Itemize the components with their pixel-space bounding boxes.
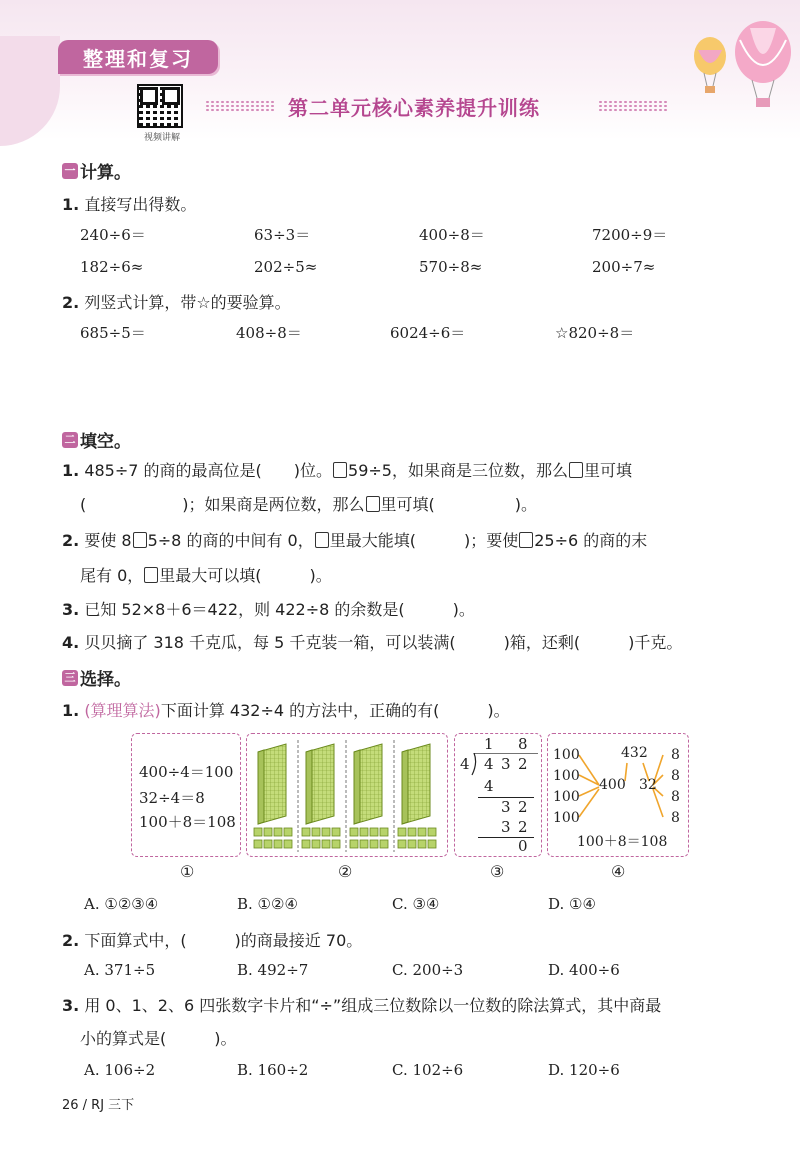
answer-box[interactable] [133, 532, 147, 548]
answer-box[interactable] [519, 532, 533, 548]
calc-item: ☆820÷8＝ [555, 324, 635, 342]
option-d[interactable]: D. ①④ [548, 895, 596, 913]
section-choice-heading [62, 665, 131, 690]
option-d[interactable]: D. 400÷6 [548, 961, 620, 979]
calc-item: 63÷3＝ [254, 226, 311, 244]
long-division: 1 8 4 4 3 2 4 3 2 3 2 0 [454, 733, 542, 857]
calc-item: 570÷8≈ [419, 258, 483, 276]
section-badge: 一 [62, 163, 78, 179]
option-c[interactable]: C. ③④ [392, 895, 440, 913]
method-1-line: 32÷4＝8 [139, 789, 205, 807]
method-1-line: 400÷4＝100 [139, 763, 234, 781]
question-3-3-line1: 3. 用 0、1、2、6 四张数字卡片和“÷”组成三位数除以一位数的除法算式，其中商最 [62, 996, 662, 1015]
calc-item: 182÷6≈ [80, 258, 144, 276]
balloon-large-icon [730, 20, 796, 110]
question-2-2-line2: 尾有 0， 里最大可以填( )。 [80, 566, 332, 585]
hundred-block [402, 744, 430, 824]
answer-box[interactable] [569, 462, 583, 478]
question-2-2-line1: 2. 要使 8 5÷8 的商的中间有 0， 里最大能填( )；要使 25÷6 的商的末 [62, 531, 648, 550]
option-b[interactable]: B. 492÷7 [237, 961, 309, 979]
answer-box[interactable] [333, 462, 347, 478]
option-a[interactable]: A. 106÷2 [84, 1061, 156, 1079]
question-2-4: 4. 贝贝摘了 318 千克瓜，每 5 千克装一箱，可以装满( )箱，还剩( )千克。 [62, 633, 683, 652]
section-fill-heading [62, 427, 131, 452]
answer-box[interactable] [144, 567, 158, 583]
section-title: 选择。 [80, 670, 131, 690]
calc-item: 408÷8＝ [236, 324, 302, 342]
page-footer: 26 / RJ 三下 [62, 1098, 135, 1113]
hundred-block [354, 744, 382, 824]
option-b[interactable]: B. ①②④ [237, 895, 298, 913]
calc-item: 240÷6＝ [80, 226, 146, 244]
option-a[interactable]: A. 371÷5 [84, 961, 156, 979]
calc-item: 685÷5＝ [80, 324, 146, 342]
question-3-3-line2: 小的算式是( )。 [80, 1029, 237, 1048]
section-compute-heading [62, 158, 131, 183]
answer-box[interactable] [315, 532, 329, 548]
calc-item: 200÷7≈ [592, 258, 656, 276]
hundred-block [306, 744, 334, 824]
calc-item: 6024÷6＝ [390, 324, 466, 342]
method-label: ③ [490, 862, 505, 881]
balloon-icon [690, 36, 730, 96]
base-ten-blocks [250, 738, 446, 854]
section-title: 计算。 [80, 163, 131, 183]
method-label: ④ [611, 862, 626, 881]
section-tab-title: 整理和复习 [58, 40, 218, 74]
section-title: 填空。 [80, 432, 131, 452]
section-badge: 二 [62, 432, 78, 448]
answer-box[interactable] [366, 496, 380, 512]
question-2-1-line1: 1. 485÷7 的商的最高位是( )位。 59÷5，如果商是三位数，那么 里可填 [62, 461, 632, 480]
option-a[interactable]: A. ①②③④ [84, 895, 159, 913]
section-badge: 三 [62, 670, 78, 686]
unit-title: 第二单元核心素养提升训练 [288, 96, 540, 120]
method-label: ② [338, 862, 353, 881]
method-1-line: 100＋8＝108 [139, 813, 236, 831]
calc-item: 400÷8＝ [419, 226, 485, 244]
decor-dots-right [598, 100, 668, 112]
qr-code-icon[interactable] [137, 84, 183, 128]
option-b[interactable]: B. 160÷2 [237, 1061, 309, 1079]
decor-dots-left [205, 100, 275, 112]
option-c[interactable]: C. 200÷3 [392, 961, 464, 979]
qr-label: 视频讲解 [143, 133, 180, 143]
option-c[interactable]: C. 102÷6 [392, 1061, 464, 1079]
question-1-2: 2. 列竖式计算，带☆的要验算。 [62, 293, 291, 312]
option-d[interactable]: D. 120÷6 [548, 1061, 620, 1079]
hundred-block [258, 744, 286, 824]
unit-cubes [254, 828, 436, 848]
calc-item: 7200÷9＝ [592, 226, 668, 244]
question-2-3: 3. 已知 52×8＋6＝422，则 422÷8 的余数是( )。 [62, 600, 475, 619]
question-3-2: 2. 下面算式中，( )的商最接近 70。 [62, 931, 363, 950]
method-tag: (算理算法) [84, 701, 161, 720]
question-3-1: 1. (算理算法)下面计算 432÷4 的方法中，正确的有( )。 [62, 701, 510, 720]
method-label: ① [180, 862, 195, 881]
split-diagram: 100 100 100 100 432 400 32 8 8 8 8 100＋8＝108 [553, 745, 680, 850]
question-2-1-line2: ( )；如果商是两位数，那么 里可填( )。 [80, 495, 537, 514]
question-1-1: 1. 直接写出得数。 [62, 195, 197, 214]
calc-item: 202÷5≈ [254, 258, 318, 276]
